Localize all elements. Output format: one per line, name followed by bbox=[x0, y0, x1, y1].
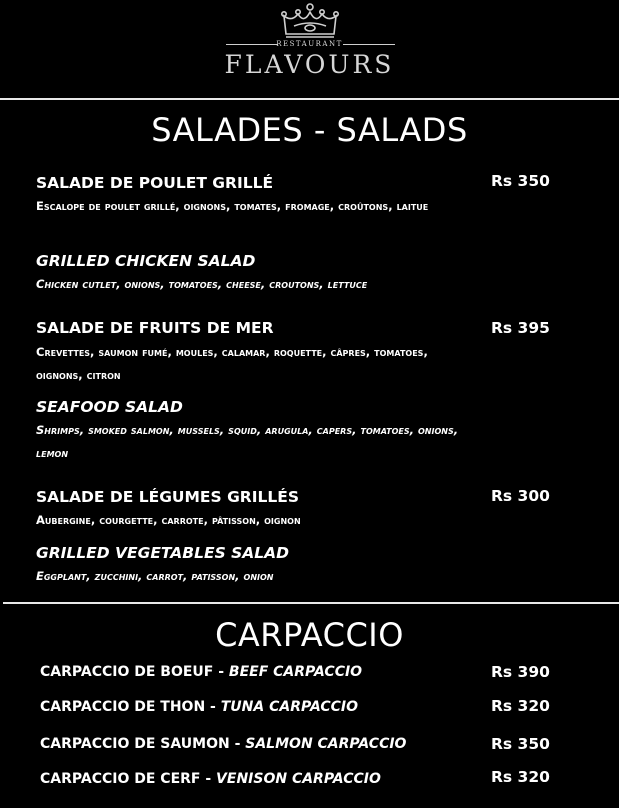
salad-2-price: Rs 395 bbox=[491, 319, 550, 337]
salad-3-en-desc: Eggplant, zucchini, carrot, patisson, onion bbox=[36, 569, 274, 583]
carpaccio-4-price: Rs 320 bbox=[491, 768, 550, 786]
carpaccio-3 bbox=[40, 735, 406, 753]
carpaccio-4-en: VENISON CARPACCIO bbox=[216, 771, 381, 787]
carpaccio-1-fr: CARPACCIO DE BOEUF - bbox=[40, 664, 229, 680]
top-divider bbox=[0, 98, 619, 100]
carpaccio-1-en: BEEF CARPACCIO bbox=[228, 664, 363, 680]
salad-3-price: Rs 300 bbox=[491, 487, 550, 505]
salad-3-fr-desc: Aubergine, courgette, carrote, pâtisson, oignon bbox=[36, 513, 301, 527]
salad-1-fr-desc: Escalope de poulet grillé, oignons, tomates, fromage, croûtons, laitue bbox=[36, 199, 429, 213]
brand-name: FLAVOURS bbox=[224, 50, 395, 79]
salad-2-fr-desc: Crevettes, saumon fumé, moules, calamar, roquette, câpres, tomatoes, oignons, citron bbox=[36, 345, 428, 382]
restaurant-label: RESTAURANT bbox=[276, 40, 343, 48]
restaurant-logo bbox=[0, 0, 619, 90]
carpaccio-1-price: Rs 390 bbox=[491, 663, 550, 681]
salad-1-en-name: GRILLED CHICKEN SALAD bbox=[36, 252, 256, 270]
salad-3-fr-name: SALADE DE LÉGUMES GRILLÉS bbox=[36, 488, 300, 506]
carpaccio-3-en: SALMON CARPACCIO bbox=[245, 736, 407, 752]
carpaccio-2-en: TUNA CARPACCIO bbox=[220, 699, 359, 715]
section-title-carpaccio: CARPACCIO bbox=[215, 616, 404, 654]
salad-1-en-desc: Chicken cutlet, onions, tomatoes, cheese, croutons, lettuce bbox=[36, 277, 368, 291]
salad-2-fr-name: SALADE DE FRUITS DE MER bbox=[36, 319, 274, 337]
salad-2-en-desc: Shrimps, smoked salmon, mussels, squid, arugula, capers, tomatoes, onions, lemon bbox=[36, 423, 459, 460]
carpaccio-4 bbox=[40, 770, 381, 788]
salad-1-price: Rs 350 bbox=[491, 172, 550, 190]
carpaccio-3-price: Rs 350 bbox=[491, 735, 550, 753]
salad-2-en-name: SEAFOOD SALAD bbox=[36, 398, 183, 416]
carpaccio-2-fr: CARPACCIO DE THON - bbox=[40, 699, 221, 715]
salad-1-fr-name: SALADE DE POULET GRILLÉ bbox=[36, 174, 274, 192]
carpaccio-4-fr: CARPACCIO DE CERF - bbox=[40, 771, 217, 787]
salad-3-en-name: GRILLED VEGETABLES SALAD bbox=[36, 544, 290, 562]
carpaccio-2-price: Rs 320 bbox=[491, 697, 550, 715]
section-divider bbox=[3, 602, 619, 604]
carpaccio-2 bbox=[40, 698, 358, 716]
section-title-salads: SALADES - SALADS bbox=[151, 111, 468, 149]
carpaccio-3-fr: CARPACCIO DE SAUMON - bbox=[40, 736, 246, 752]
crown-icon bbox=[280, 2, 340, 40]
carpaccio-1 bbox=[40, 663, 362, 681]
